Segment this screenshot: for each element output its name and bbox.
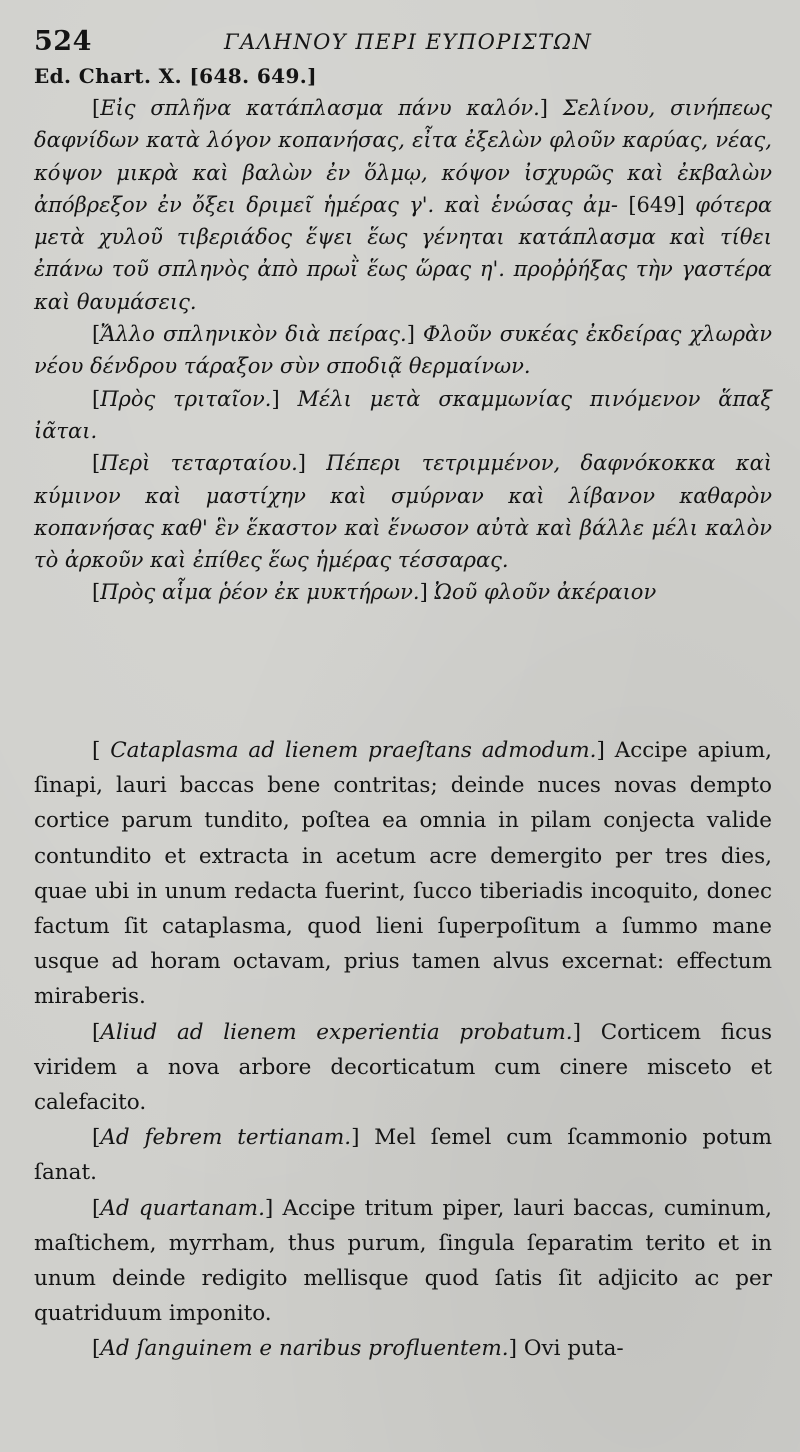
page-number: 524 (34, 26, 92, 57)
page-header (34, 26, 774, 66)
latin-rubric: Aliud ad lienem experientia probatum. (100, 1019, 573, 1045)
greek-text-block (34, 92, 772, 609)
greek-rubric: Πρὸς αἷμα ῥέον ἐκ μυκτήρων. (100, 580, 420, 605)
edition-reference: Ed. Chart. X. [648. 649.] (34, 64, 318, 88)
latin-paragraph-text: Mel ſemel cum ſcammonio potum ſanat. (34, 1125, 772, 1186)
latin-rubric: Ad febrem tertianam. (100, 1125, 352, 1151)
greek-paragraph: [Πρὸς αἷμα ῥέον ἐκ μυκτήρων.] Ὠοῦ φλοῦν ἀκέραιον (92, 580, 657, 605)
greek-paragraph: [Πρὸς τριταῖον.] Μέλι μετὰ σκαμμωνίας πινόμενον ἅπαξ ἰᾶται. (34, 386, 772, 443)
running-title: ΓΑΛΗΝΟΥ ΠΕΡΙ ΕΥΠΟΡΙΣΤΩΝ (224, 30, 593, 54)
latin-rubric: Cataplasma ad lienem praeſtans admodum. (110, 738, 597, 763)
latin-paragraph: [Ad ſanguinem e naribus profluentem.] Ovi puta- (92, 1336, 624, 1362)
latin-paragraph: [Ad febrem tertianam.] Mel ſemel cum ſcammonio potum ſanat. (34, 1125, 772, 1186)
latin-paragraph: [ Cataplasma ad lienem praeſtans admodum.] Accipe apium, ſinapi, lauri baccas bene contritas; deinde nuces novas dempto cortice parum tundito, poſtea ea omnia in pilam conjecta valide contundito et extracta in acetum acre demergito per tres dies, quae ubi in unum redacta fuerint, ſucco tiberiadis incoquito, donec factum ſit cataplasma, quod lieni ſuperpoſitum a ſummo mane usque ad horam octavam, prius tamen alvus excernat: effectum miraberis. (34, 738, 772, 1010)
latin-paragraph-text: Accipe apium, ſinapi, lauri baccas bene contritas; deinde nuces novas dempto cortice parum tundito, poſtea ea omnia in pilam conjecta valide contundito et extracta in acetum acre demergito per tres dies, quae ubi in unum redacta fuerint, ſucco tiberiadis incoquito, donec factum ſit cataplasma, quod lieni ſuperpoſitum a ſummo mane usque ad horam octavam, prius tamen alvus excernat: effectum miraberis. (34, 738, 772, 1010)
latin-paragraph-text: Ovi puta- (523, 1336, 624, 1362)
greek-paragraph: [Ἄλλο σπληνικὸν διὰ πείρας.] Φλοῦν συκέας ἐκδείρας χλωρὰν νέου δένδρου τάραξον σὺν σποδιᾷ θερμαίνων. (34, 322, 772, 379)
latin-text-block (34, 733, 772, 1367)
greek-rubric: Εἰς σπλῆνα κατάπλασμα πάνυ καλόν. (100, 96, 540, 120)
latin-rubric: Ad ſanguinem e naribus profluentem. (100, 1336, 509, 1362)
greek-paragraph-text: Μέλι μετὰ σκαμμωνίας πινόμενον ἅπαξ ἰᾶται. (34, 386, 772, 443)
greek-paragraph-text: Πέπερι τετριμμένον, δαφνόκοκκα καὶ κύμινον καὶ μαστίχην καὶ σμύρναν καὶ λίβανον καθαρὸν κοπανήσας καθ' ἓν ἕκαστον καὶ ἕνωσον αὐτὰ καὶ βάλλε μέλι καλὸν τὸ ἀρκοῦν καὶ ἐπίθες ἕως ἡμέρας τέσσαρας. (34, 451, 772, 573)
greek-rubric: Ἄλλο σπληνικὸν διὰ πείρας. (100, 322, 407, 347)
greek-paragraph: [Περὶ τεταρταίου.] Πέπερι τετριμμένον, δαφνόκοκκα καὶ κύμινον καὶ μαστίχην καὶ σμύρναν καὶ λίβανον καθαρὸν κοπανήσας καθ' ἓν ἕκαστον καὶ ἕνωσον αὐτὰ καὶ βάλλε μέλι καλὸν τὸ ἀρκοῦν καὶ ἐπίθες ἕως ἡμέρας τέσσαρας. (34, 451, 772, 573)
latin-rubric: Ad quartanam. (100, 1195, 265, 1221)
greek-paragraph-text: Φλοῦν συκέας ἐκδείρας χλωρὰν νέου δένδρου τάραξον σὺν σποδιᾷ θερμαίνων. (34, 322, 772, 379)
greek-paragraph-text: Ὠοῦ φλοῦν ἀκέραιον (434, 580, 657, 605)
greek-rubric: Περὶ τεταρταίου. (100, 451, 298, 476)
latin-paragraph-text: Corticem ficus viridem a nova arbore decorticatum cum cinere misceto et calefacito. (34, 1019, 772, 1116)
greek-paragraph: [Εἰς σπλῆνα κατάπλασμα πάνυ καλόν.] Σελίνου, σινήπεως δαφνίδων κατὰ λόγον κοπανήσας, εἶτα ἐξελὼν φλοῦν καρύας, νέας, κόψον μικρὰ καὶ βαλὼν ἐν ὅλμῳ, κόψον ἰσχυρῶς καὶ ἐκβαλὼν ἀπόβρεξον ἐν ὄξει δριμεῖ ἡμέρας γ'. καὶ ἑνώσας ἀμ- [649] φότερα μετὰ χυλοῦ τιβεριάδος ἕψει ἕως γένηται κατάπλασμα καὶ τίθει ἐπάνω τοῦ σπληνὸς ἀπὸ πρωῒ ἕως ὥρας η'. προῤῥήξας τὴν γαστέρα καὶ θαυμάσεις. (34, 96, 772, 314)
latin-paragraph: [Aliud ad lienem experientia probatum.] Corticem ficus viridem a nova arbore decorticatum cum cinere misceto et calefacito. (34, 1019, 772, 1116)
latin-paragraph: [Ad quartanam.] Accipe tritum piper, lauri baccas, cuminum, maſtichem, myrrham, thus purum, ſingula ſeparatim terito et in unum deinde redigito mellisque quod ſatis ſit adjicito ac per quatriduum imponito. (34, 1195, 772, 1327)
greek-rubric: Πρὸς τριταῖον. (100, 386, 272, 411)
greek-paragraph-text: Σελίνου, σινήπεως δαφνίδων κατὰ λόγον κοπανήσας, εἶτα ἐξελὼν φλοῦν καρύας, νέας, κόψον μικρὰ καὶ βαλὼν ἐν ὅλμῳ, κόψον ἰσχυρῶς καὶ ἐκβαλὼν ἀπόβρεξον ἐν ὄξει δριμεῖ ἡμέρας γ'. καὶ ἑνώσας ἀμ- (34, 96, 772, 217)
greek-paragraph-text: φότερα μετὰ χυλοῦ τιβεριάδος ἕψει ἕως γένηται κατάπλασμα καὶ τίθει ἐπάνω τοῦ σπληνὸς ἀπὸ πρωῒ ἕως ὥρας η'. προῤῥήξας τὴν γαστέρα καὶ θαυμάσεις. (34, 192, 772, 314)
page-marker: [649] (628, 192, 685, 217)
latin-paragraph-text: Accipe tritum piper, lauri baccas, cuminum, maſtichem, myrrham, thus purum, ſingula ſeparatim terito et in unum deinde redigito mellisque quod ſatis ſit adjicito ac per quatriduum imponito. (34, 1195, 772, 1327)
